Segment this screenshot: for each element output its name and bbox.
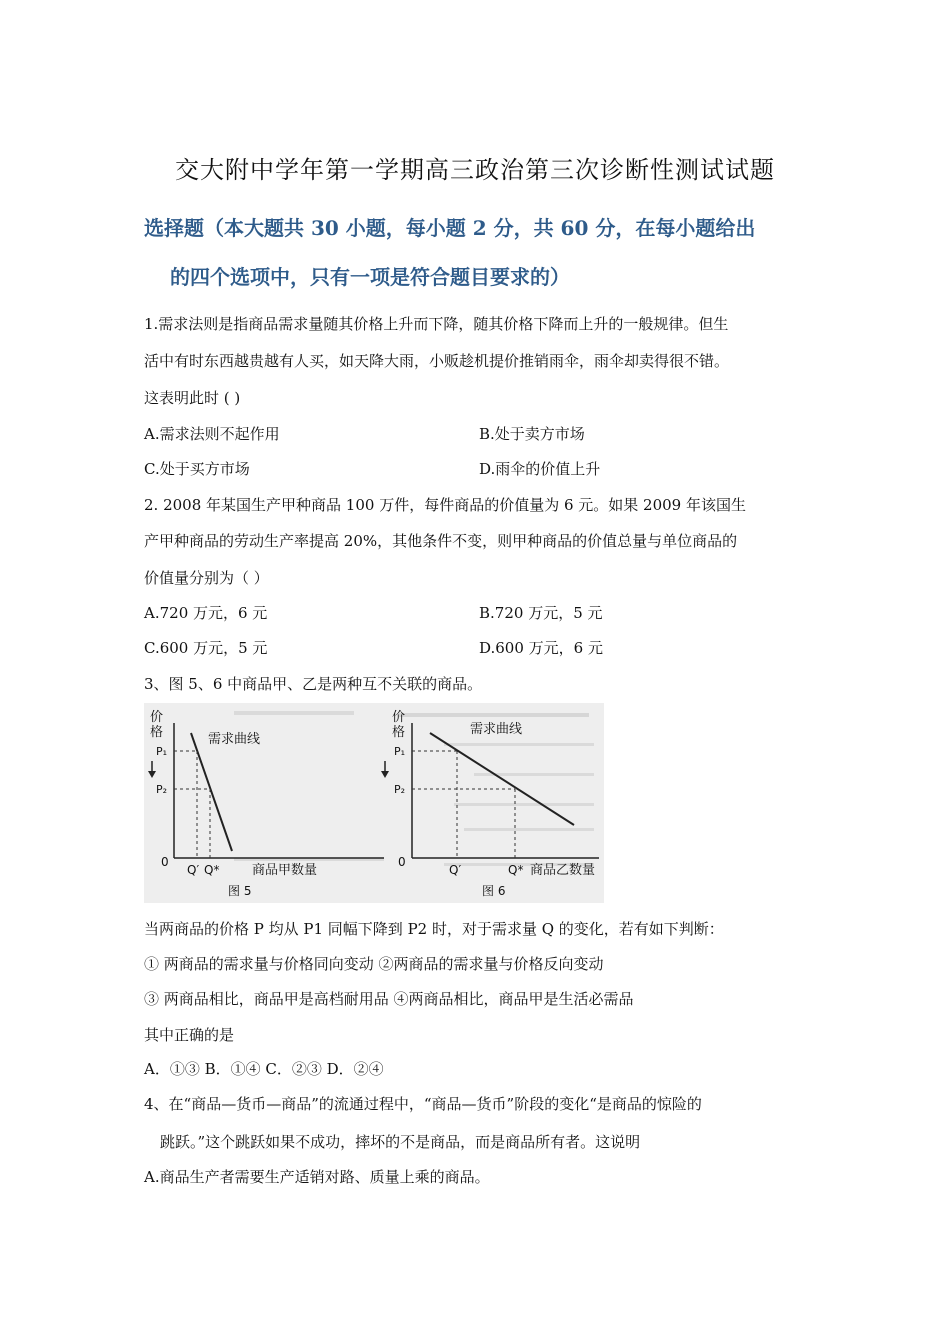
q3-statements-2: ③ 两商品相比，商品甲是高档耐用品 ④两商品相比，商品甲是生活必需品 bbox=[144, 990, 634, 1008]
left-y-label-1: 价 bbox=[150, 710, 164, 725]
left-y-label-2: 格 bbox=[150, 725, 164, 740]
left-origin-label: 0 bbox=[161, 855, 169, 869]
left-curve-label: 需求曲线 bbox=[208, 732, 261, 747]
right-q2-label: Q* bbox=[508, 863, 524, 877]
q1-option-b: B.处于卖方市场 bbox=[479, 425, 585, 443]
q1-option-c: C.处于买方市场 bbox=[144, 460, 250, 478]
right-curve-label: 需求曲线 bbox=[470, 722, 523, 737]
left-demand-curve bbox=[191, 733, 232, 851]
left-q1-label: Q′ bbox=[187, 863, 200, 877]
q1-stem-line-3: 这表明此时 ( ) bbox=[144, 389, 241, 407]
right-y-label-1: 价 bbox=[392, 710, 406, 725]
right-origin-label: 0 bbox=[398, 855, 406, 869]
q3-ask: 其中正确的是 bbox=[144, 1026, 235, 1044]
q2-option-c: C.600 万元，5 元 bbox=[144, 639, 268, 657]
q2-option-b: B.720 万元，5 元 bbox=[479, 604, 603, 622]
q2-option-d: D.600 万元，6 元 bbox=[479, 639, 603, 657]
left-p1-label: P₁ bbox=[156, 745, 168, 758]
q3-statements-1: ① 两商品的需求量与价格同向变动 ②两商品的需求量与价格反向变动 bbox=[144, 955, 604, 973]
demand-curves-figure bbox=[144, 703, 604, 903]
right-p2-label: P₂ bbox=[394, 783, 406, 796]
q2-stem-line-3: 价值量分别为（ ） bbox=[144, 569, 269, 587]
q1-stem-line-2: 活中有时东西越贵越有人买，如天降大雨，小贩趁机提价推销雨伞，雨伞却卖得很不错。 bbox=[144, 352, 730, 370]
q4-stem-line-2: 跳跃。”这个跳跃如果不成功，摔坏的不是商品，而是商品所有者。这说明 bbox=[160, 1133, 641, 1151]
right-y-label-2: 格 bbox=[392, 725, 406, 740]
left-down-arrow-icon bbox=[148, 761, 156, 778]
left-x-label: 商品甲数量 bbox=[252, 863, 318, 878]
right-p1-label: P₁ bbox=[394, 745, 406, 758]
chart-left bbox=[148, 710, 384, 898]
right-q1-label: Q′ bbox=[449, 863, 462, 877]
q3-stem: 当两商品的价格 P 均从 P1 同幅下降到 P2 时，对于需求量 Q 的变化，若有如下判断： bbox=[144, 920, 724, 938]
q4-option-a: A.商品生产者需要生产适销对路、质量上乘的商品。 bbox=[144, 1168, 490, 1186]
left-caption: 图 5 bbox=[228, 884, 252, 898]
q4-stem-line-1: 4、在“商品—货币—商品”的流通过程中，“商品—货币”阶段的变化“是商品的惊险的 bbox=[144, 1095, 702, 1113]
right-demand-curve bbox=[430, 733, 574, 825]
q3-intro: 3、图 5、6 中商品甲、乙是两种互不关联的商品。 bbox=[144, 675, 483, 693]
q2-stem-line-2: 产甲种商品的劳动生产率提高 20%，其他条件不变，则甲种商品的价值总量与单位商品的 bbox=[144, 532, 738, 550]
right-x-label: 商品乙数量 bbox=[530, 863, 596, 878]
q3-options: A．①③ B．①④ C．②③ D．②④ bbox=[144, 1060, 384, 1078]
q2-stem-line-1: 2. 2008 年某国生产甲种商品 100 万件，每件商品的价值量为 6 元。如果 2009 年该国生 bbox=[144, 496, 746, 514]
right-down-arrow-icon bbox=[381, 761, 389, 778]
q1-option-d: D.雨伞的价值上升 bbox=[479, 460, 601, 478]
page-title: 交大附中学年第一学期高三政治第三次诊断性测试试题 bbox=[175, 156, 775, 184]
q2-option-a: A.720 万元，6 元 bbox=[144, 604, 268, 622]
section-heading-line-2: 的四个选项中，只有一项是符合题目要求的） bbox=[170, 265, 570, 289]
q1-stem-line-1: 1.需求法则是指商品需求量随其价格上升而下降，随其价格下降而上升的一般规律。但生 bbox=[144, 315, 729, 333]
right-caption: 图 6 bbox=[482, 884, 506, 898]
left-q2-label: Q* bbox=[204, 863, 220, 877]
q1-option-a: A.需求法则不起作用 bbox=[144, 425, 280, 443]
section-heading-line-1: 选择题（本大题共 30 小题，每小题 2 分，共 60 分，在每小题给出 bbox=[144, 216, 756, 240]
left-p2-label: P₂ bbox=[156, 783, 168, 796]
